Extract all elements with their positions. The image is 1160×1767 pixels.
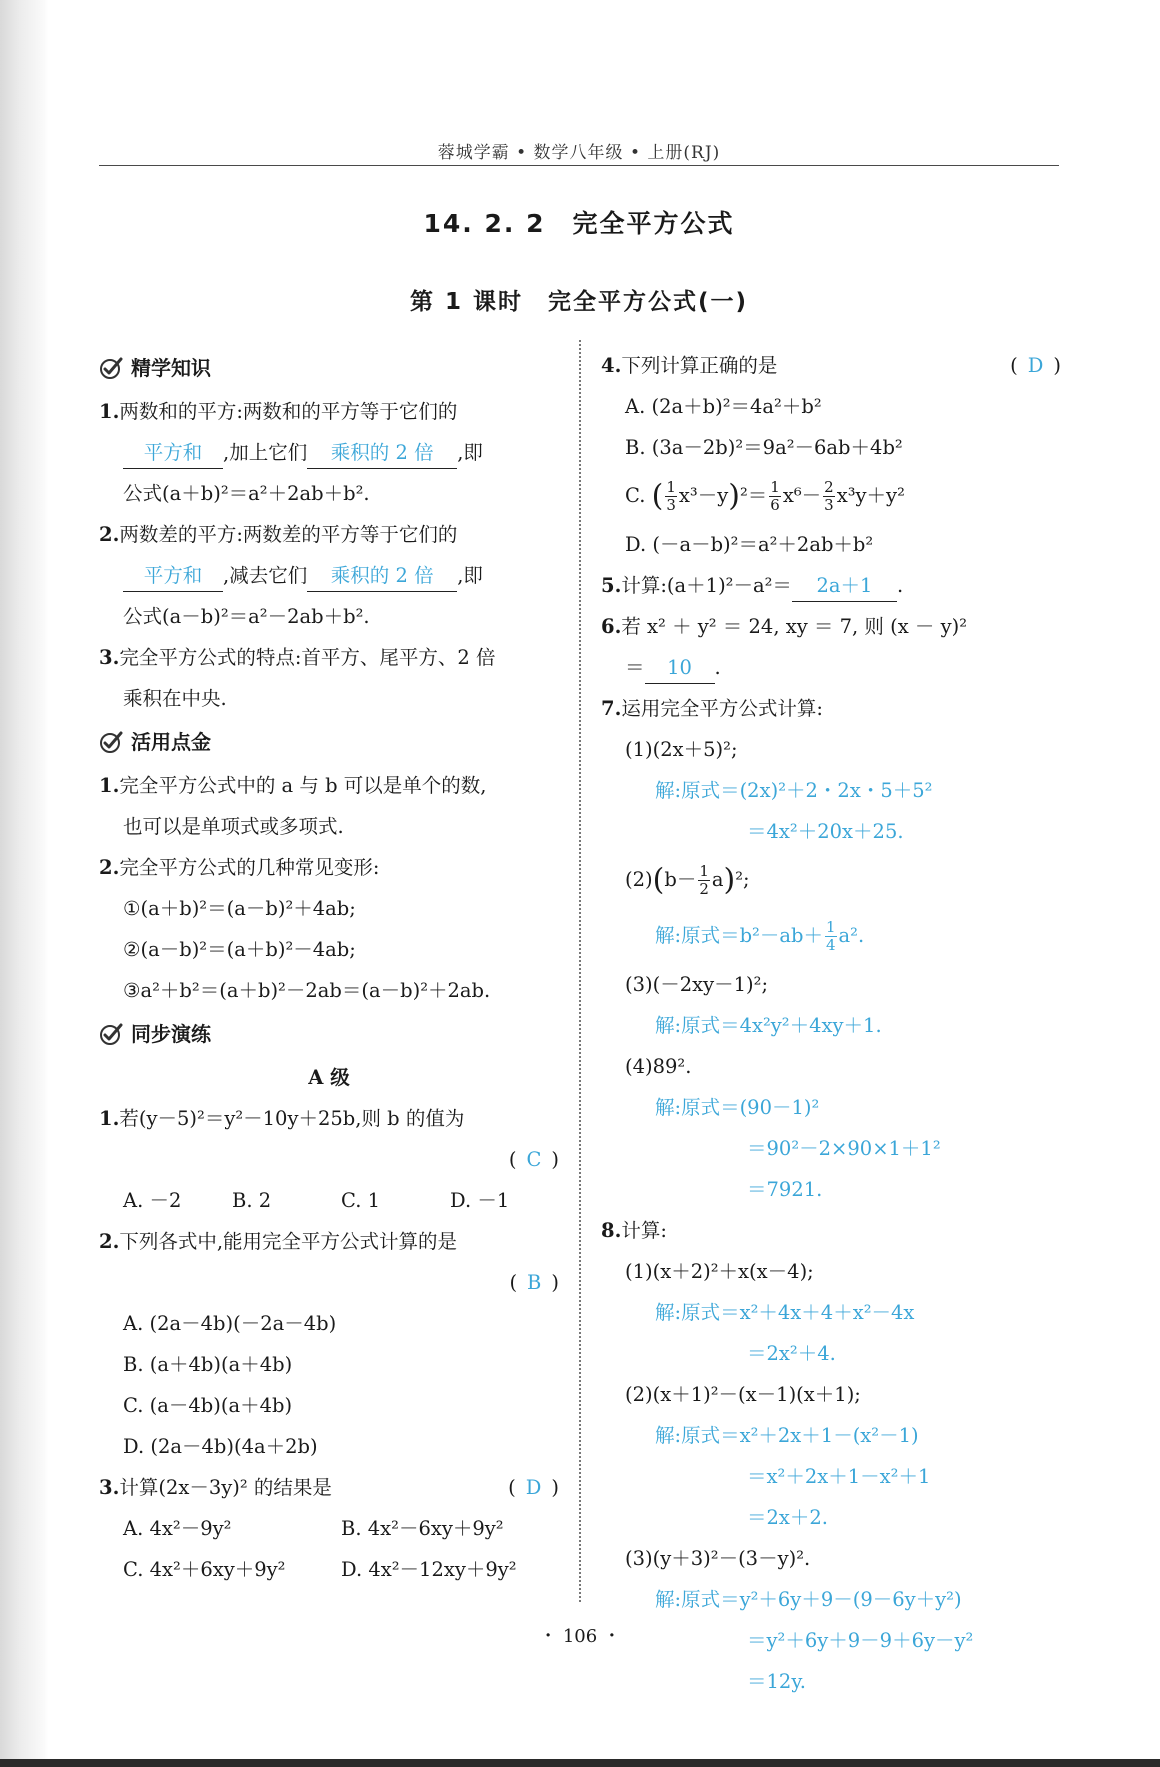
knowledge-1-formula: 公式(a＋b)²＝a²＋2ab＋b². xyxy=(123,482,370,505)
q7-part-4-solution-2: ＝90²－2×90×1＋1² xyxy=(747,1137,941,1160)
question-2-text: 下列各式中,能用完全平方公式计算的是 xyxy=(119,1230,458,1253)
fraction: $\frac{1}{2}$ xyxy=(699,862,709,898)
heading-tips xyxy=(99,719,559,765)
option-a: A. (2a－4b)(－2a－4b) xyxy=(123,1312,337,1335)
paren-close: ) xyxy=(728,478,740,514)
q8-part-2-solution-1: 解:原式＝x²＋2x＋1－(x²－1) xyxy=(655,1424,919,1447)
q7-part-2 xyxy=(601,852,1061,908)
q8-part-3-solution-2: ＝y²＋6y＋9－9＋6y－y² xyxy=(747,1629,974,1652)
check-icon xyxy=(99,1022,123,1046)
option-c: C. (a－4b)(a＋4b) xyxy=(123,1394,293,1417)
question-6 xyxy=(601,606,1061,647)
fraction: $\frac{1}{6}$ xyxy=(770,478,780,514)
option-c: C. 4x²＋6xy＋9y² xyxy=(123,1558,286,1581)
question-1-text: 若(y－5)²＝y²－10y＋25b,则 b 的值为 xyxy=(119,1107,465,1130)
question-5 xyxy=(601,565,1061,606)
item-number: 3. xyxy=(99,646,120,669)
knowledge-2-end: ,即 xyxy=(457,564,483,587)
heading-knowledge xyxy=(99,345,559,391)
level-label: A 级 xyxy=(308,1066,350,1089)
q8-part-3-solution-3: ＝12y. xyxy=(747,1670,806,1693)
page-number: ・ 106 ・ xyxy=(539,1626,621,1647)
item-number: 1. xyxy=(99,1107,120,1130)
paren-open: ( xyxy=(652,862,665,898)
q8-part-2: (2)(x＋1)²－(x－1)(x＋1); xyxy=(625,1383,861,1406)
item-number: 3. xyxy=(99,1476,120,1499)
option-b: B. 2 xyxy=(232,1189,272,1212)
question-8-text: 计算: xyxy=(621,1219,667,1242)
q7-part-4: (4)89². xyxy=(625,1055,692,1078)
answer-choice: B xyxy=(527,1271,542,1294)
solution-text: 解:原式＝b²－ab＋ xyxy=(655,924,823,947)
fill-blank: 平方和 xyxy=(123,438,223,469)
answer-bracket: ( D ) xyxy=(508,1476,559,1499)
header-rule xyxy=(99,165,1059,166)
item-number: 1. xyxy=(99,400,120,423)
q8-part-2-solution-2: ＝x²＋2x＋1－x²＋1 xyxy=(747,1465,931,1488)
question-1-answer-line xyxy=(99,1139,559,1180)
question-4 xyxy=(601,345,1061,386)
answer-bracket: ( B ) xyxy=(509,1271,559,1294)
check-icon xyxy=(99,356,123,380)
check-icon xyxy=(99,730,123,754)
tip-2-text: 完全平方公式的几种常见变形: xyxy=(119,856,380,879)
option-a: A. 4x²－9y² xyxy=(123,1517,232,1540)
heading-knowledge-label: 精学知识 xyxy=(131,356,211,380)
option-c-term: x³－y xyxy=(678,484,729,507)
q7-part-4-solution-1: 解:原式＝(90－1)² xyxy=(655,1096,820,1119)
item-number: 4. xyxy=(601,354,622,377)
q7-part-1-solution-1: 解:原式＝(2x)²＋2・2x・5＋5² xyxy=(655,779,933,802)
knowledge-2 xyxy=(99,514,559,555)
q8-part-1-solution-1: 解:原式＝x²＋4x＋4＋x²－4x xyxy=(655,1301,915,1324)
question-3 xyxy=(99,1467,559,1508)
option-d: D. (－a－b)²＝a²＋2ab＋b² xyxy=(625,533,874,556)
answer-bracket: ( D ) xyxy=(1010,354,1061,377)
period: . xyxy=(714,656,721,679)
option-c-term: x³y＋y² xyxy=(836,484,905,507)
fraction: $\frac{1}{3}$ xyxy=(666,478,676,514)
option-c: C. 1 xyxy=(341,1189,381,1212)
q8-part-3-solution-1: 解:原式＝y²＋6y＋9－(9－6y＋y²) xyxy=(655,1588,962,1611)
item-number: 6. xyxy=(601,615,622,638)
knowledge-2-blanks xyxy=(99,555,559,596)
knowledge-1-text: 两数和的平方:两数和的平方等于它们的 xyxy=(119,400,458,423)
option-d: D. (2a－4b)(4a＋2b) xyxy=(123,1435,318,1458)
lesson-title: 第 1 课时 完全平方公式(一) xyxy=(409,289,749,315)
knowledge-3-text: 完全平方公式的特点:首平方、尾平方、2 倍 xyxy=(119,646,496,669)
question-7 xyxy=(601,688,1061,729)
q8-part-1-solution-2: ＝2x²＋4. xyxy=(747,1342,836,1365)
period: . xyxy=(896,574,904,597)
equals-sign: ＝ xyxy=(625,656,645,679)
knowledge-3 xyxy=(99,637,559,678)
tip-1-text-2: 也可以是单项式或多项式. xyxy=(123,815,344,838)
knowledge-1-end: ,即 xyxy=(457,441,483,464)
q7-part-1: (1)(2x＋5)²; xyxy=(625,738,738,761)
knowledge-2-formula: 公式(a－b)²＝a²－2ab＋b². xyxy=(123,605,370,628)
paren-open: ( xyxy=(651,478,664,514)
fill-blank: 乘积的 2 倍 xyxy=(307,438,457,469)
q7-part-3-solution: 解:原式＝4x²y²＋4xy＋1. xyxy=(655,1014,882,1037)
question-3-text: 计算(2x－3y)² 的结果是 xyxy=(119,1476,332,1499)
question-5-text: 计算:(a＋1)²－a²＝ xyxy=(621,574,792,597)
q7-part-2-solution xyxy=(601,908,1061,964)
knowledge-3-text-2: 乘积在中央. xyxy=(123,687,227,710)
expr-term: a xyxy=(711,868,724,891)
tip-2-formula-3: ③a²＋b²＝(a＋b)²－2ab＝(a－b)²＋2ab. xyxy=(123,979,491,1002)
question-2-answer-line xyxy=(99,1262,559,1303)
item-number: 2. xyxy=(99,856,120,879)
q7-part-1-solution-2: ＝4x²＋20x＋25. xyxy=(747,820,904,843)
tip-2 xyxy=(99,847,559,888)
left-column xyxy=(99,345,559,1590)
q8-part-2-solution-3: ＝2x＋2. xyxy=(747,1506,829,1529)
item-number: 2. xyxy=(99,523,120,546)
q7-part-3: (3)(－2xy－1)²; xyxy=(625,973,769,996)
question-6-answer-line xyxy=(601,647,1061,688)
knowledge-2-text: 两数差的平方:两数差的平方等于它们的 xyxy=(119,523,458,546)
item-number: 5. xyxy=(601,574,622,597)
answer-bracket: ( C ) xyxy=(508,1148,559,1171)
fill-blank: 乘积的 2 倍 xyxy=(307,561,457,592)
knowledge-1-blanks xyxy=(99,432,559,473)
option-c-eq: ²＝ xyxy=(739,484,768,507)
paren-close: ) xyxy=(723,862,736,898)
option-b: B. 4x²－6xy＋9y² xyxy=(341,1517,504,1540)
q8-part-1: (1)(x＋2)²＋x(x－4); xyxy=(625,1260,814,1283)
question-8 xyxy=(601,1210,1061,1251)
fill-blank: 10 xyxy=(645,653,715,684)
section-title: 14. 2. 2 完全平方公式 xyxy=(423,209,735,238)
q8-part-3: (3)(y＋3)²－(3－y)². xyxy=(625,1547,811,1570)
fill-blank: 2a＋1 xyxy=(792,571,897,602)
option-c xyxy=(601,468,1061,524)
option-b: B. (a＋4b)(a＋4b) xyxy=(123,1353,293,1376)
expr-term: b－ xyxy=(664,868,697,891)
bottom-bar xyxy=(0,1759,1160,1767)
column-divider xyxy=(579,340,581,1602)
question-7-text: 运用完全平方公式计算: xyxy=(621,697,823,720)
item-number: 7. xyxy=(601,697,622,720)
option-c-term: x⁶－ xyxy=(782,484,822,507)
part-label: (2) xyxy=(625,868,653,891)
knowledge-2-mid: ,减去它们 xyxy=(223,564,308,587)
tip-1-text: 完全平方公式中的 a 与 b 可以是单个的数, xyxy=(119,774,487,797)
right-column xyxy=(601,345,1061,1702)
answer-choice: D xyxy=(525,1476,542,1499)
option-d: D. 4x²－12xy＋9y² xyxy=(341,1558,517,1581)
option-a: A. (2a＋b)²＝4a²＋b² xyxy=(625,395,822,418)
item-number: 2. xyxy=(99,1230,120,1253)
question-1-options xyxy=(99,1180,559,1221)
knowledge-1-mid: ,加上它们 xyxy=(223,441,308,464)
solution-text: a². xyxy=(838,924,865,947)
tip-2-formula-2: ②(a－b)²＝(a＋b)²－4ab; xyxy=(123,938,356,961)
tip-2-formula-1: ①(a＋b)²＝(a－b)²＋4ab; xyxy=(123,897,356,920)
q7-part-4-solution-3: ＝7921. xyxy=(747,1178,823,1201)
page-edge-shadow xyxy=(0,0,48,1767)
question-4-text: 下列计算正确的是 xyxy=(621,354,778,377)
fraction: $\frac{2}{3}$ xyxy=(824,478,834,514)
question-6-text: 若 x² ＋ y² ＝ 24, xy ＝ 7, 则 (x － y)² xyxy=(621,615,968,638)
option-b: B. (3a－2b)²＝9a²－6ab＋4b² xyxy=(625,436,903,459)
option-a: A. －2 xyxy=(123,1189,182,1212)
fraction: $\frac{1}{4}$ xyxy=(825,918,836,954)
tip-1 xyxy=(99,765,559,806)
option-d: D. －1 xyxy=(450,1189,510,1212)
option-c-label: C. xyxy=(625,484,646,507)
heading-practice-label: 同步演练 xyxy=(131,1022,211,1046)
answer-choice: C xyxy=(526,1148,542,1171)
item-number: 8. xyxy=(601,1219,622,1242)
heading-practice xyxy=(99,1011,559,1057)
question-3-options-cd xyxy=(99,1549,559,1590)
question-2 xyxy=(99,1221,559,1262)
question-1 xyxy=(99,1098,559,1139)
fill-blank: 平方和 xyxy=(123,561,223,592)
running-head: 蓉城学霸 • 数学八年级 • 上册(RJ) xyxy=(437,143,721,163)
knowledge-1 xyxy=(99,391,559,432)
expr-term: ²; xyxy=(735,868,750,891)
answer-choice: D xyxy=(1027,354,1044,377)
item-number: 1. xyxy=(99,774,120,797)
heading-tips-label: 活用点金 xyxy=(131,730,211,754)
question-3-options-ab xyxy=(99,1508,559,1549)
